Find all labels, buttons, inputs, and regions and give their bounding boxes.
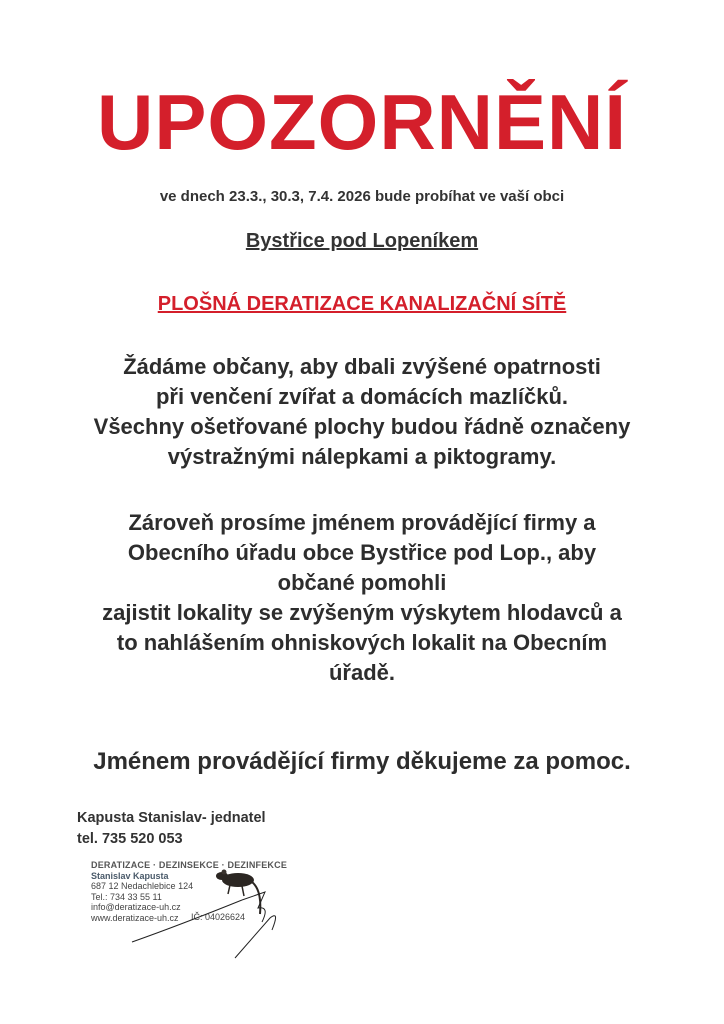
paragraph-line: při venčení zvířat a domácích mazlíčků. bbox=[155, 384, 569, 409]
paragraph-line: výstražnými nálepkami a piktogramy. bbox=[167, 444, 557, 469]
paragraph-line: občané pomohli bbox=[277, 570, 447, 595]
paragraph-line: Zároveň prosíme jménem provádějící firmy a bbox=[128, 510, 596, 535]
dates-line: ve dnech 23.3., 30.3, 7.4. 2026 bude probíhat ve vaší obci bbox=[159, 188, 565, 205]
paragraph-request bbox=[0, 508, 724, 688]
paragraph-line: Obecního úřadu obce Bystřice pod Lop., aby bbox=[127, 540, 597, 565]
stamp-web: www.deratizace-uh.cz bbox=[91, 912, 179, 923]
paragraph-line: Všechny ošetřované plochy budou řádně označeny bbox=[93, 414, 631, 439]
stamp-tel: Tel.: 734 33 55 11 bbox=[91, 891, 162, 902]
paragraph-line: Žádáme občany, aby dbali zvýšené opatrnosti bbox=[123, 354, 601, 379]
stamp-name: Stanislav Kapusta bbox=[91, 870, 169, 881]
stamp-ic: IČ: 04026624 bbox=[191, 912, 246, 922]
paragraph-line: zajistit lokality se zvýšeným výskytem hlodavců a bbox=[102, 600, 622, 625]
village-name: Bystřice pod Lopeníkem bbox=[245, 230, 479, 252]
stamp-address: 687 12 Nedachlebice 124 bbox=[91, 881, 194, 891]
notice-subtitle: PLOŠNÁ DERATIZACE KANALIZAČNÍ SÍTĚ bbox=[157, 293, 567, 315]
signature-scribble bbox=[130, 880, 290, 960]
signer-phone: tel. 735 520 053 bbox=[77, 831, 183, 847]
paragraph-caution bbox=[0, 352, 724, 472]
thanks-line: Jménem provádějící firmy děkujeme za pomoc. bbox=[93, 748, 631, 775]
stamp-header: DERATIZACE · DEZINSEKCE · DEZINFEKCE bbox=[91, 860, 288, 870]
notice-title: UPOZORNĚNÍ bbox=[96, 78, 628, 166]
paragraph-line: to nahlášením ohniskových lokalit na Obecním bbox=[116, 630, 608, 655]
signature-block bbox=[77, 808, 266, 850]
paragraph-line: úřadě. bbox=[328, 660, 396, 685]
signer-name: Kapusta Stanislav- jednatel bbox=[77, 810, 266, 826]
stamp-email: info@deratizace-uh.cz bbox=[91, 902, 181, 912]
